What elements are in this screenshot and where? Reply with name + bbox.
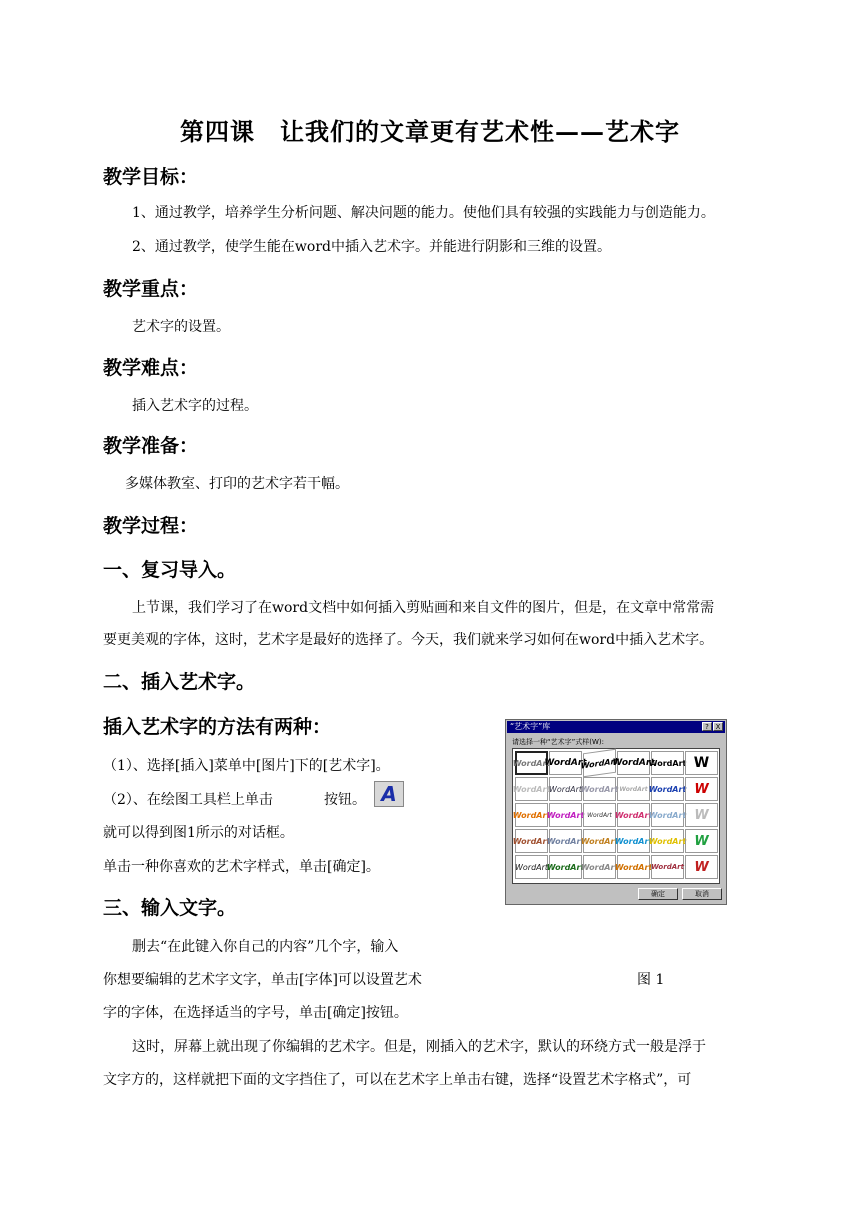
wordart-style[interactable]: WordArt xyxy=(617,803,650,827)
wordart-style[interactable]: WordArt xyxy=(549,777,582,801)
wordart-style[interactable]: WordArt xyxy=(617,751,650,775)
wordart-style[interactable]: WordArt xyxy=(583,777,616,801)
help-button[interactable]: ? xyxy=(702,722,712,731)
wordart-style[interactable]: WordArt xyxy=(515,829,548,853)
wordart-style[interactable]: W xyxy=(685,803,718,827)
objectives-heading: 教学目标： xyxy=(103,166,199,188)
step3-line2: 你想要编辑的艺术字文字，单击[字体]可以设置艺术 xyxy=(103,972,422,988)
objective-2: 2、通过教学，使学生能在word中插入艺术字。并能进行阴影和三维的设置。 xyxy=(132,239,611,255)
wordart-style[interactable]: WordArt xyxy=(617,777,650,801)
step3-heading: 三、输入文字。 xyxy=(103,897,237,919)
wordart-style[interactable]: WordArt xyxy=(515,803,548,827)
step3-line3: 字的字体，在选择适当的字号，单击[确定]按钮。 xyxy=(103,1005,408,1021)
cancel-button[interactable]: 取消 xyxy=(682,888,722,900)
step1-paragraph-line1: 上节课，我们学习了在word文档中如何插入剪贴画和来自文件的图片，但是，在文章中常常需 xyxy=(132,600,715,616)
wordart-style[interactable]: WordArt xyxy=(515,777,548,801)
wordart-style[interactable]: W xyxy=(685,829,718,853)
wordart-style[interactable]: WordArt xyxy=(651,803,684,827)
methods-heading: 插入艺术字的方法有两种： xyxy=(103,716,332,738)
step1-paragraph-line2: 要更美观的字体，这时，艺术字是最好的选择了。今天，我们就来学习如何在word中插入艺术字。 xyxy=(103,632,714,648)
objective-1: 1、通过教学，培养学生分析问题、解决问题的能力。使他们具有较强的实践能力与创造能力。 xyxy=(132,205,715,221)
wordart-style[interactable]: WordArt xyxy=(583,829,616,853)
dialog-prompt: 请选择一种“艺术字”式样(W): xyxy=(512,738,604,746)
method-1: （1）、选择[插入]菜单中[图片]下的[艺术字]。 xyxy=(103,758,390,774)
wordart-style[interactable]: WordArt xyxy=(617,829,650,853)
wordart-style-grid xyxy=(512,748,720,884)
step1-heading: 一、复习导入。 xyxy=(103,559,237,581)
step3-line1: 删去“在此键入你自己的内容”几个字，输入 xyxy=(132,939,399,955)
wordart-style[interactable]: WordArt xyxy=(651,751,684,775)
page-title: 第四课 让我们的文章更有艺术性——艺术字 xyxy=(180,117,680,146)
process-heading: 教学过程： xyxy=(103,515,199,537)
step2-heading: 二、插入艺术字。 xyxy=(103,671,256,693)
wordart-style[interactable]: WordArt xyxy=(515,751,548,775)
wordart-style[interactable]: WordArt xyxy=(651,855,684,879)
wordart-style[interactable]: WordArt xyxy=(549,803,582,827)
wordart-style[interactable]: W xyxy=(685,751,718,775)
key-text: 艺术字的设置。 xyxy=(132,319,230,335)
figure-caption: 图 1 xyxy=(637,972,665,988)
wordart-style[interactable]: WordArt xyxy=(515,855,548,879)
method-result: 就可以得到图1所示的对话框。 xyxy=(103,825,294,841)
wordart-style[interactable]: WordArt xyxy=(617,855,650,879)
wordart-style[interactable]: WordArt xyxy=(549,855,582,879)
method-2-suffix: 按钮。 xyxy=(324,792,366,808)
step3-line5: 文字方的，这样就把下面的文字挡住了，可以在艺术字上单击右键，选择“设置艺术字格式”，可 xyxy=(103,1072,692,1088)
wordart-style[interactable]: WordArt xyxy=(549,829,582,853)
wordart-style[interactable]: WordArt xyxy=(583,803,616,827)
wordart-style[interactable]: WordArt xyxy=(583,749,616,778)
wordart-gallery-dialog xyxy=(505,719,727,905)
difficulty-heading: 教学难点： xyxy=(103,357,199,379)
ok-button[interactable]: 确定 xyxy=(638,888,678,900)
difficulty-text: 插入艺术字的过程。 xyxy=(132,398,258,414)
step3-line4: 这时，屏幕上就出现了你编辑的艺术字。但是，刚插入的艺术字，默认的环绕方式一般是浮于 xyxy=(132,1039,706,1055)
method-2-text: （2）、在绘图工具栏上单击 xyxy=(103,792,273,808)
prep-heading: 教学准备： xyxy=(103,435,199,457)
wordart-icon: A xyxy=(374,781,404,807)
wordart-style[interactable]: WordArt xyxy=(651,829,684,853)
wordart-style[interactable]: WordArt xyxy=(549,751,582,775)
close-button[interactable]: X xyxy=(713,722,723,731)
wordart-style[interactable]: WordArt xyxy=(651,777,684,801)
wordart-style[interactable]: W xyxy=(685,855,718,879)
wordart-style[interactable]: WordArt xyxy=(583,855,616,879)
key-heading: 教学重点： xyxy=(103,278,199,300)
dialog-title: “艺术字”库 xyxy=(507,721,725,733)
method-click: 单击一种你喜欢的艺术字样式，单击[确定]。 xyxy=(103,859,380,875)
wordart-style[interactable]: W xyxy=(685,777,718,801)
prep-text: 多媒体教室、打印的艺术字若干幅。 xyxy=(125,476,349,492)
